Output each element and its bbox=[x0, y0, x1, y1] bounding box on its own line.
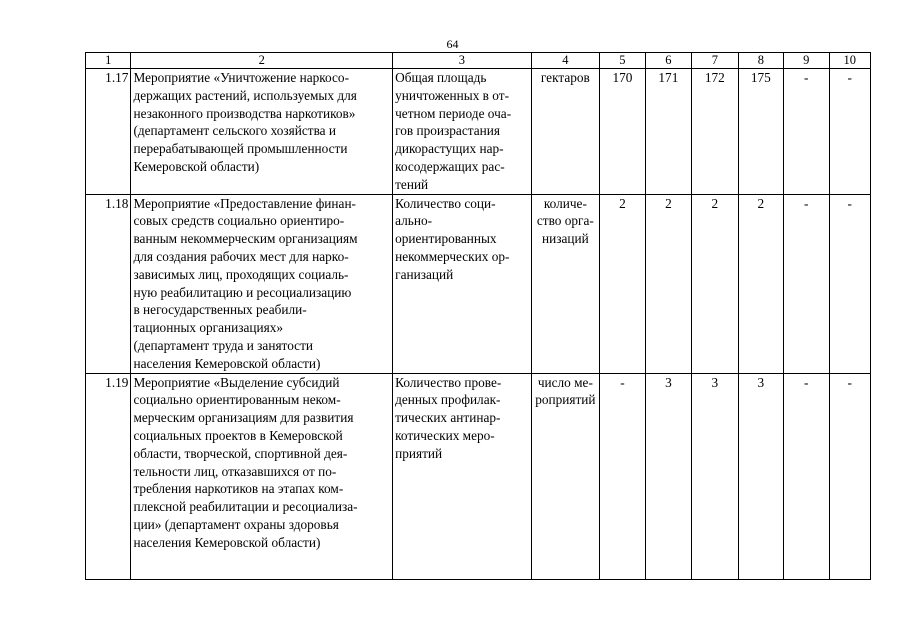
value-cell: 3 bbox=[738, 373, 783, 579]
value-cell: 2 bbox=[738, 194, 783, 373]
header-cell-4: 4 bbox=[531, 53, 600, 69]
text-line: Кемеровской области) bbox=[133, 158, 260, 174]
value-cell: - bbox=[829, 194, 871, 373]
value-cell: - bbox=[784, 194, 829, 373]
table-row bbox=[86, 194, 871, 373]
text-line: низаций bbox=[541, 231, 589, 247]
text-line: тических антинар- bbox=[395, 410, 501, 426]
text-line: тений bbox=[395, 176, 429, 192]
row-number: 1.19 bbox=[86, 373, 131, 579]
text-line: приятий bbox=[395, 445, 443, 461]
header-cell-10: 10 bbox=[829, 53, 871, 69]
text-line: гектаров bbox=[540, 70, 590, 85]
table-row bbox=[86, 373, 871, 579]
text-line: ство орга- bbox=[536, 213, 594, 229]
text-line: денных профилак- bbox=[395, 392, 501, 408]
text-line: ганизаций bbox=[395, 266, 454, 282]
text-line: ванным некоммерческим организациям bbox=[133, 231, 358, 247]
indicator-name bbox=[393, 194, 531, 373]
text-line: совых средств социально ориентиро- bbox=[133, 213, 345, 229]
value-cell: 172 bbox=[692, 69, 738, 195]
value-cell: 170 bbox=[600, 69, 645, 195]
header-cell-7: 7 bbox=[692, 53, 738, 69]
text-line: плексной реабилитации и ресоциализа- bbox=[133, 499, 358, 515]
text-line: (департамент сельского хозяйства и bbox=[133, 123, 337, 139]
text-line: незаконного производства наркотиков» bbox=[133, 105, 356, 121]
value-cell: - bbox=[829, 373, 871, 579]
value-cell: 171 bbox=[645, 69, 691, 195]
value-cell: - bbox=[829, 69, 871, 195]
text-line: для создания рабочих мест для нарко- bbox=[133, 248, 349, 264]
value-cell: 2 bbox=[645, 194, 691, 373]
text-line: Мероприятие «Выделение субсидий bbox=[133, 374, 340, 390]
indicators-table bbox=[85, 52, 871, 580]
header-cell-9: 9 bbox=[784, 53, 829, 69]
text-line: ции» (департамент охраны здоровья bbox=[133, 516, 339, 532]
measure-description bbox=[131, 373, 393, 579]
text-line: уничтоженных в от- bbox=[395, 87, 509, 103]
value-cell: 3 bbox=[645, 373, 691, 579]
value-cell: - bbox=[784, 69, 829, 195]
text-line: в негосударственных реабили- bbox=[133, 302, 307, 318]
text-line: социально ориентированным неком- bbox=[133, 392, 341, 408]
text-line: Мероприятие «Уничтожение наркосо- bbox=[133, 70, 349, 85]
text-line: Общая площадь bbox=[395, 70, 487, 85]
measure-description bbox=[131, 69, 393, 195]
unit-of-measure bbox=[531, 69, 600, 195]
text-line: дикорастущих нар- bbox=[395, 141, 504, 157]
text-line: Мероприятие «Предоставление финан- bbox=[133, 195, 356, 211]
text-line: некоммерческих ор- bbox=[395, 248, 510, 264]
text-line: области, творческой, спортивной дея- bbox=[133, 445, 348, 461]
text-line: социальных проектов в Кемеровской bbox=[133, 427, 343, 443]
table-row bbox=[86, 69, 871, 195]
text-line: косодержащих рас- bbox=[395, 158, 505, 174]
value-cell: 2 bbox=[692, 194, 738, 373]
value-cell: - bbox=[600, 373, 645, 579]
text-line: населения Кемеровской области) bbox=[133, 355, 321, 371]
indicator-name bbox=[393, 373, 531, 579]
text-line: перерабатывающей промышленности bbox=[133, 141, 348, 157]
header-cell-3: 3 bbox=[393, 53, 531, 69]
text-line: ную реабилитацию и ресоциализацию bbox=[133, 284, 352, 300]
value-cell: 175 bbox=[738, 69, 783, 195]
row-number: 1.18 bbox=[86, 194, 131, 373]
text-line: тационных организациях» bbox=[133, 320, 284, 336]
value-cell: 2 bbox=[600, 194, 645, 373]
text-line: гов произрастания bbox=[395, 123, 500, 139]
text-line: роприятий bbox=[535, 392, 596, 408]
value-cell: - bbox=[784, 373, 829, 579]
row-number: 1.17 bbox=[86, 69, 131, 195]
column-number-header bbox=[86, 53, 871, 69]
text-line: (департамент труда и занятости bbox=[133, 337, 313, 353]
text-line: держащих растений, используемых для bbox=[133, 87, 357, 103]
text-line: ально- bbox=[395, 213, 433, 229]
header-cell-2: 2 bbox=[131, 53, 393, 69]
text-line: Количество соци- bbox=[395, 195, 496, 211]
indicator-name bbox=[393, 69, 531, 195]
text-line: тельности лиц, отказавшихся от по- bbox=[133, 463, 337, 479]
text-line: мерческим организациям для развития bbox=[133, 410, 354, 426]
header-cell-1: 1 bbox=[86, 53, 131, 69]
text-line: котических меро- bbox=[395, 427, 495, 443]
text-line: требления наркотиков на этапах ком- bbox=[133, 481, 344, 497]
text-line: зависимых лиц, проходящих социаль- bbox=[133, 266, 349, 282]
text-line: четном периоде оча- bbox=[395, 105, 512, 121]
header-cell-5: 5 bbox=[600, 53, 645, 69]
measure-description bbox=[131, 194, 393, 373]
text-line: Количество прове- bbox=[395, 374, 502, 390]
value-cell: 3 bbox=[692, 373, 738, 579]
text-line: населения Кемеровской области) bbox=[133, 534, 321, 550]
header-cell-6: 6 bbox=[645, 53, 691, 69]
text-line: ориентированных bbox=[395, 231, 497, 247]
text-line: число ме- bbox=[537, 374, 593, 390]
unit-of-measure bbox=[531, 194, 600, 373]
text-line: количе- bbox=[543, 195, 587, 211]
unit-of-measure bbox=[531, 373, 600, 579]
page-number: 64 bbox=[446, 37, 459, 51]
header-cell-8: 8 bbox=[738, 53, 783, 69]
